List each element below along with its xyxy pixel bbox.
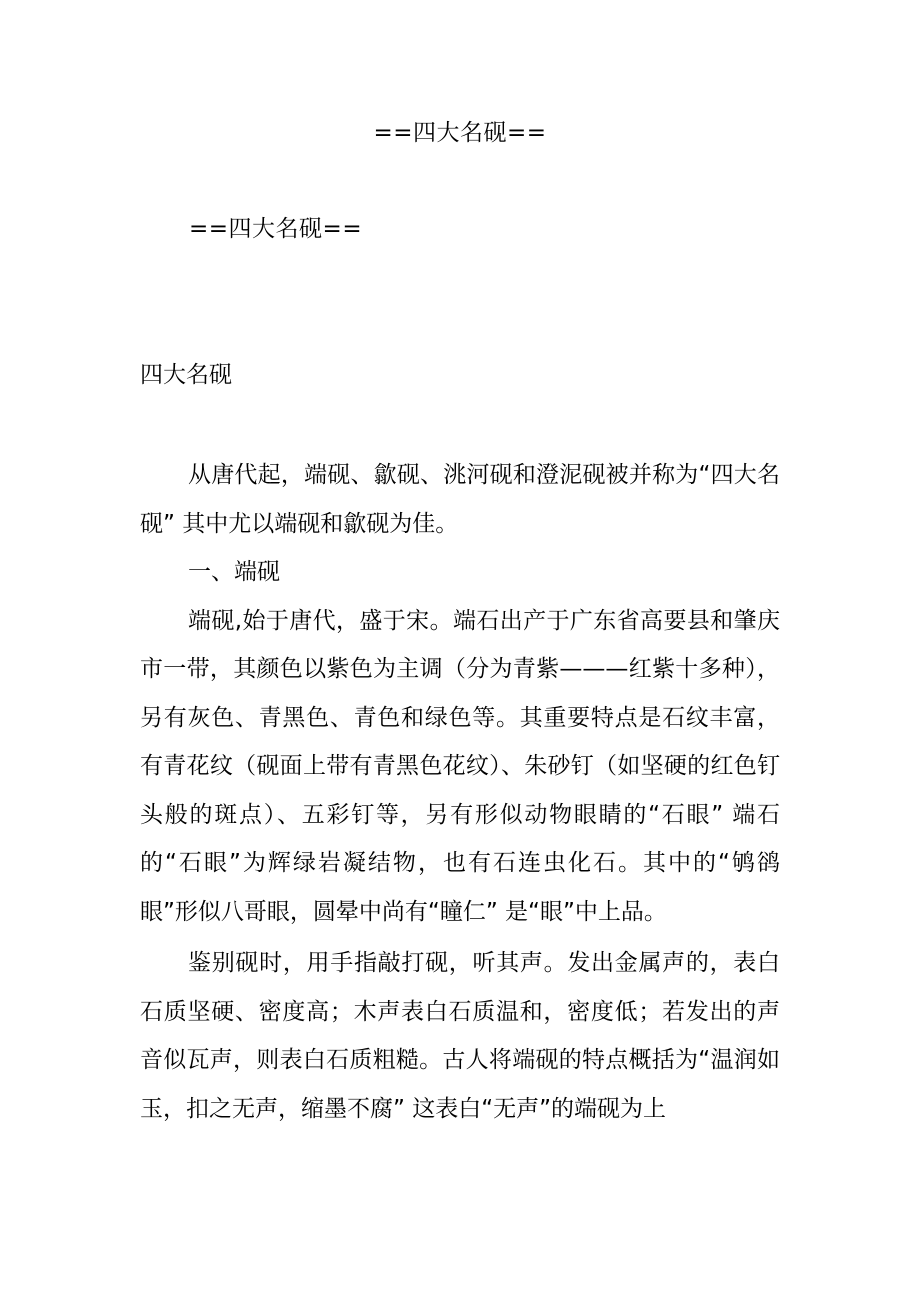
paragraph-duanyan-description: 端砚,始于唐代，盛于宋。端石出产于广东省高要县和肇庆市一带，其颜色以紫色为主调（分为青紫———红紫十多种），另有灰色、青黑色、青色和绿色等。其重要特点是石纹丰富，有青花纹（砚面上带有青黑色花纹）、朱砂钉（如坚硬的红色钉头般的斑点）、五彩钉等，另有形似动物眼睛的“石眼” 端石的“石眼”为辉绿岩凝结物，也有石连虫化石。其中的“鸲鹆眼”形似八哥眼，圆晕中尚有“瞳仁” 是“眼”中上品。 bbox=[140, 607, 780, 925]
paragraph-duanyan-identification: 鉴别砚时，用手指敲打砚，听其声。发出金属声的，表白石质坚硬、密度高；木声表白石质温和，密度低；若发出的声音似瓦声，则表白石质粗糙。古人将端砚的特点概括为“温润如玉，扣之无声，缩墨不腐” 这表白“无声”的端砚为上 bbox=[140, 950, 780, 1122]
page-heading-centered: ==四大名砚== bbox=[373, 120, 547, 146]
subheading-duanyan: 一、端砚 bbox=[188, 559, 280, 585]
paragraph-intro: 从唐代起，端砚、歙砚、洮河砚和澄泥砚被并称为“四大名砚” 其中尤以端砚和歙砚为佳。 bbox=[140, 462, 780, 537]
page-heading-indented: ==四大名砚== bbox=[189, 216, 363, 242]
body-text bbox=[140, 451, 780, 1133]
section-title: 四大名砚 bbox=[140, 362, 232, 388]
